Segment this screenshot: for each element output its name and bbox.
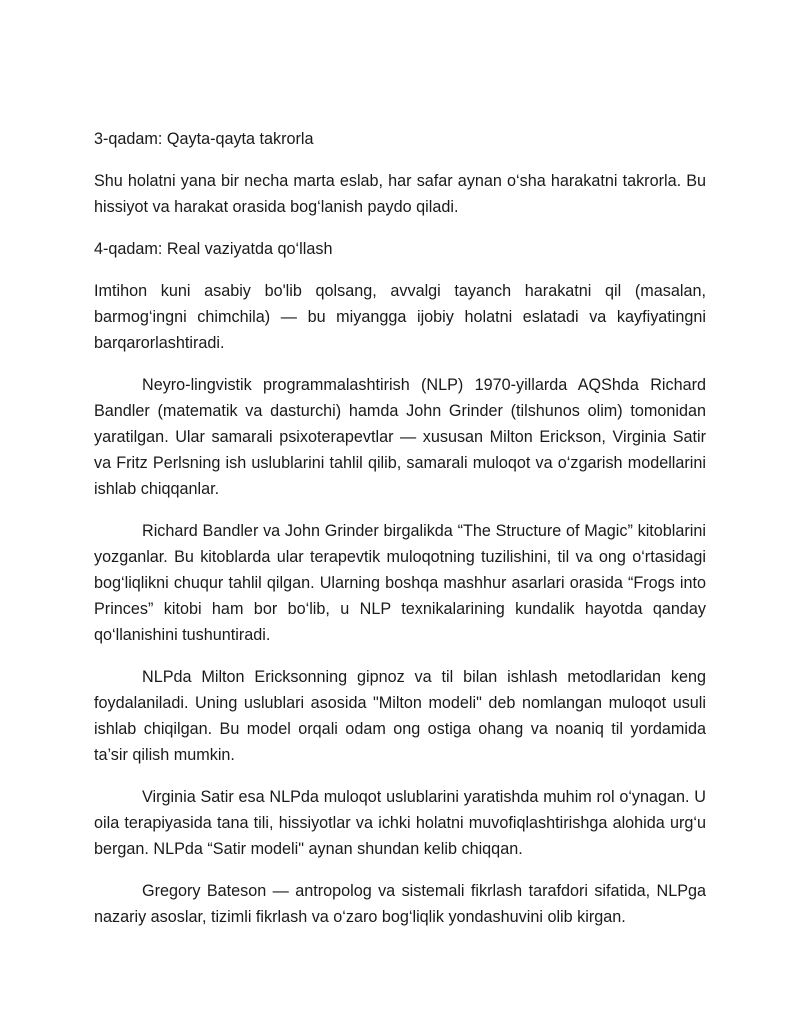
step-3-text: Shu holatni yana bir necha marta eslab, har safar aynan o‘sha harakatni takrorla. Bu hissiyot va harakat orasida bog‘lanish paydo qiladi. [94, 172, 706, 216]
paragraph-nlp-origin: Neyro-lingvistik programmalashtirish (NLP) 1970-yillarda AQShda Richard Bandler (matematik va dasturchi) hamda John Grinder (tilshunos olim) tomonidan yaratilgan. Ular samarali psixoterapevtlar — xususan Milton Erickson, Virginia Satir va Fritz Perlsning ish uslublarini tahlil qilib, samarali muloqot va o‘zgarish modellarini ishlab chiqqanlar. [94, 376, 706, 498]
paragraph-satir-model: Virginia Satir esa NLPda muloqot uslublarini yaratishda muhim rol o‘ynagan. U oila terapiyasida tana tili, hissiyotlar va ichki holatni muvofiqlashtirishga alohida urg‘u bergan. NLPda “Satir modeli" aynan shundan kelib chiqqan. [94, 788, 706, 858]
step-3-heading: 3-qadam: Qayta-qayta takrorla [94, 130, 314, 148]
paragraph-milton-model: NLPda Milton Ericksonning gipnoz va til bilan ishlash metodlaridan keng foydalaniladi. Uning uslublari asosida "Milton modeli" deb nomlangan muloqot usuli ishlab chiqilgan. Bu model orqali odam ong ostiga ohang va noaniq til yordamida ta’sir qilish mumkin. [94, 668, 706, 764]
step-4-text: Imtihon kuni asabiy bo'lib qolsang, avvalgi tayanch harakatni qil (masalan, barmog‘ingni chimchila) — bu miyangga ijobiy holatni eslatadi va kayfiyatingni barqarorlashtiradi. [94, 282, 706, 352]
paragraph-structure-of-magic: Richard Bandler va John Grinder birgalikda “The Structure of Magic” kitoblarini yozganlar. Bu kitoblarda ular terapevtik muloqotning tuzilishini, til va ong o‘rtasidagi bog‘liqlikni chuqur tahlil qilgan. Ularning boshqa mashhur asarlari orasida “Frogs into Princes” kitobi ham bor bo‘lib, u NLP texnikalarining kundalik hayotda qanday qo‘llanishini tushuntiradi. [94, 522, 706, 644]
document-page [94, 126, 706, 946]
paragraph-bateson: Gregory Bateson — antropolog va sistemali fikrlash tarafdori sifatida, NLPga nazariy asoslar, tizimli fikrlash va o‘zaro bog‘liqlik yondashuvini olib kirgan. [94, 882, 706, 926]
step-4-heading: 4-qadam: Real vaziyatda qo‘llash [94, 240, 333, 258]
